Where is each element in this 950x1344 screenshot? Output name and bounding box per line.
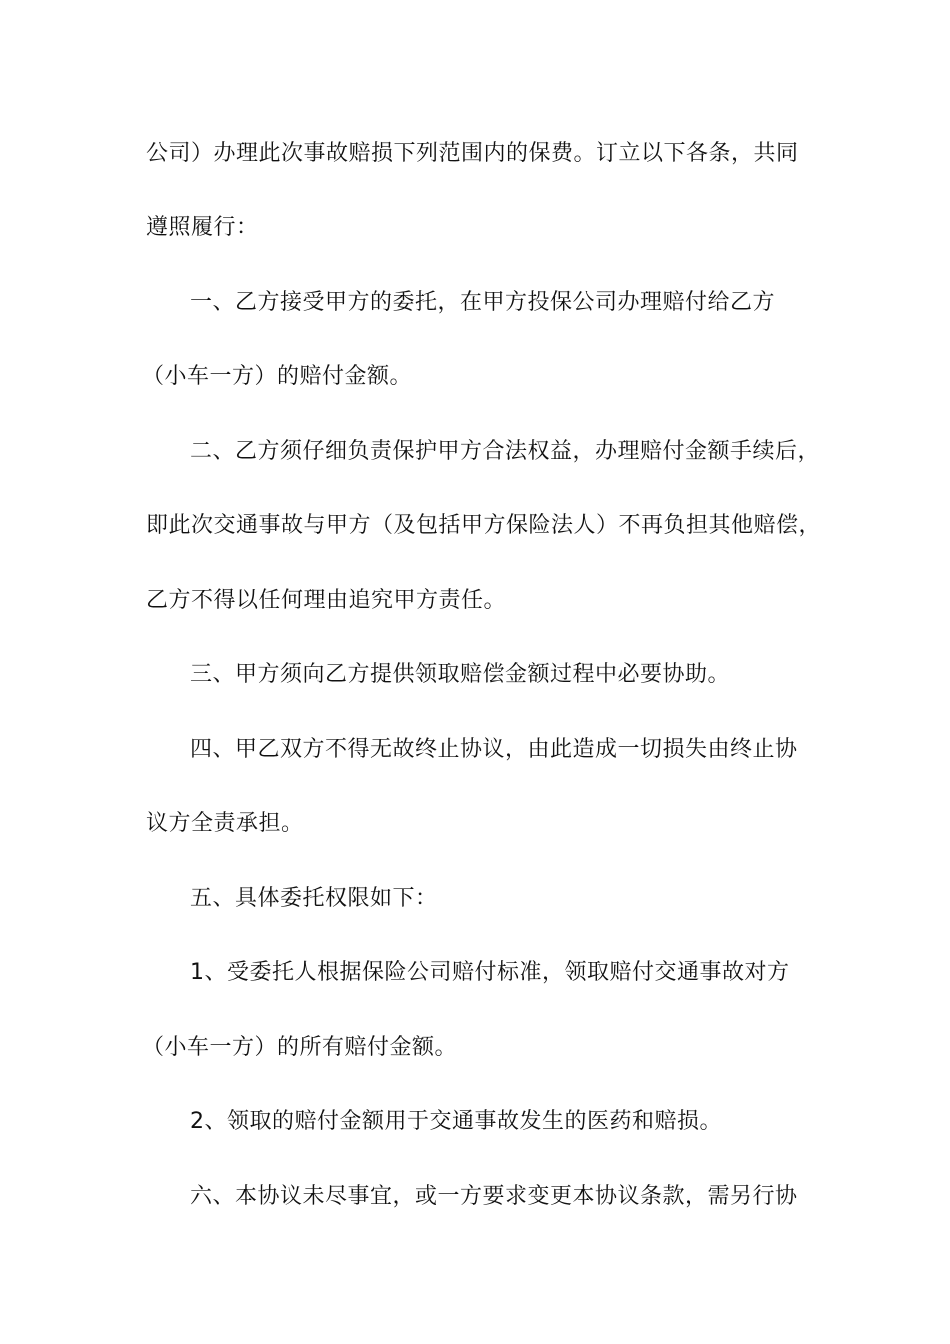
text-line-2: 遵照履行：	[146, 215, 259, 240]
sub-clause-1-continued: （小车一方）的所有赔付金额。	[142, 1035, 458, 1060]
clause-2-continued-2: 乙方不得以任何理由追究甲方责任。	[146, 588, 507, 613]
clause-5: 五、具体委托权限如下：	[190, 886, 438, 911]
clause-3: 三、甲方须向乙方提供领取赔偿金额过程中必要协助。	[190, 662, 731, 687]
clause-4-continued: 议方全责承担。	[146, 811, 304, 836]
clause-1-continued: （小车一方）的赔付金额。	[142, 364, 413, 389]
clause-2-continued-1: 即此次交通事故与甲方（及包括甲方保险法人）不再负担其他赔偿，	[146, 513, 822, 538]
sub-clause-1: 1、受委托人根据保险公司赔付标准，领取赔付交通事故对方	[190, 960, 790, 985]
sub-clause-2: 2、领取的赔付金额用于交通事故发生的医药和赔损。	[190, 1109, 722, 1134]
text-line-1: 公司）办理此次事故赔损下列范围内的保费。订立以下各条，共同	[146, 141, 799, 166]
clause-2: 二、乙方须仔细负责保护甲方合法权益，办理赔付金额手续后，	[190, 439, 821, 464]
clause-1: 一、乙方接受甲方的委托，在甲方投保公司办理赔付给乙方	[190, 290, 776, 315]
clause-4: 四、甲乙双方不得无故终止协议，由此造成一切损失由终止协	[190, 737, 798, 762]
clause-6: 六、本协议未尽事宜，或一方要求变更本协议条款，需另行协	[190, 1184, 798, 1209]
